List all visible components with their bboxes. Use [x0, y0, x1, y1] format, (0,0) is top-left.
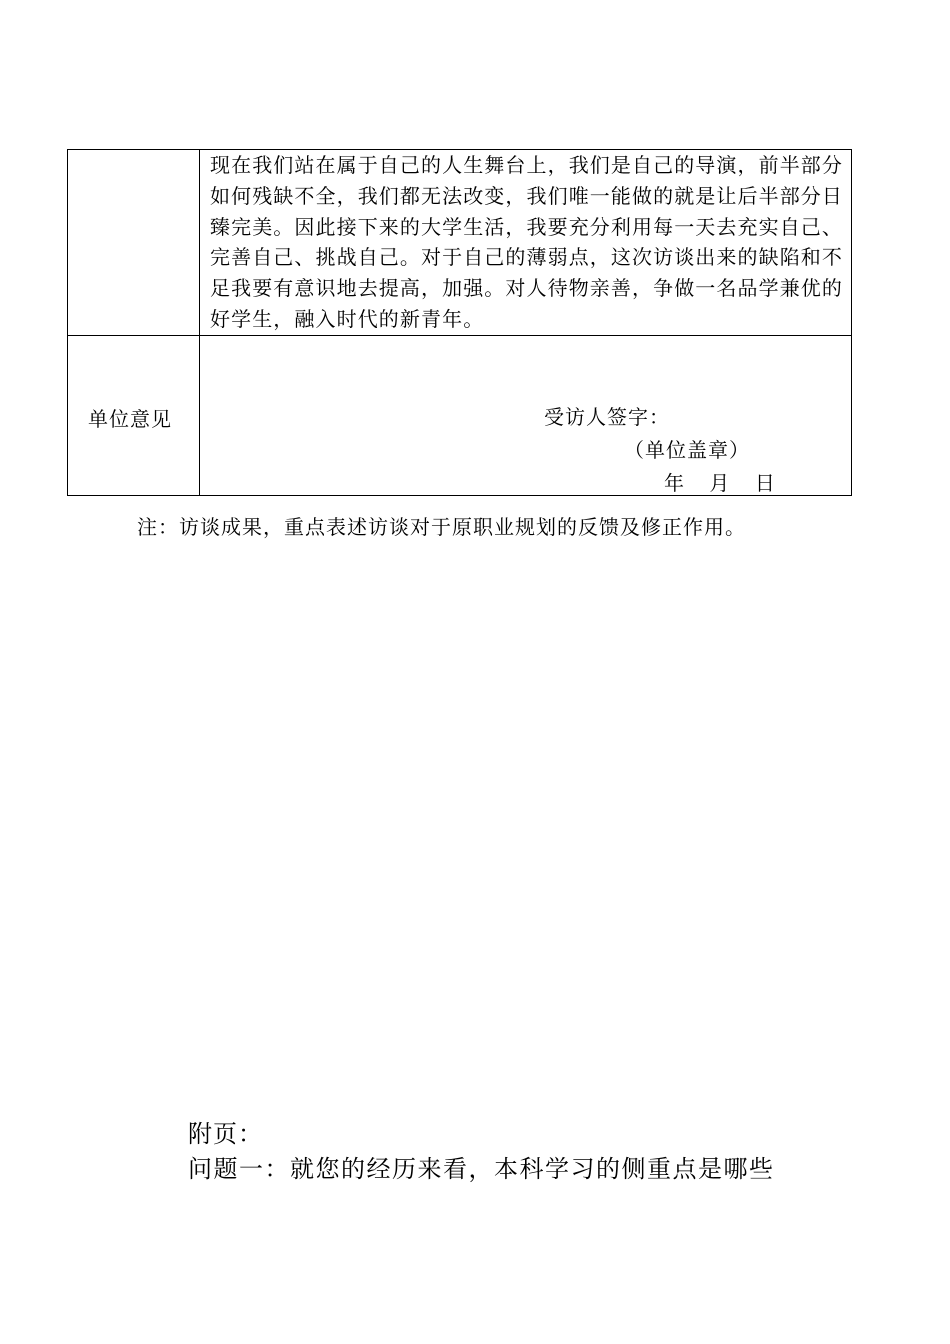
unit-opinion-label-cell — [68, 335, 200, 495]
reflection-content-cell — [200, 150, 852, 336]
interview-form-table — [67, 149, 852, 496]
appendix-title: 附页： — [188, 1120, 263, 1148]
reflection-label-cell — [68, 150, 200, 336]
interviewee-signature-label: 受访人签字： — [544, 404, 670, 429]
reflection-paragraph: 现在我们站在属于自己的人生舞台上，我们是自己的导演，前半部分如何残缺不全，我们都无法改变，我们唯一能做的就是让后半部分日臻完美。因此接下来的大学生活，我要充分利用每一天去充实自己、完善自己、挑战自己。对于自己的薄弱点，这次访谈出来的缺陷和不足我要有意识地去提高，加强。对人待物亲善，争做一名品学兼优的好学生，融入时代的新青年。 — [210, 153, 843, 331]
unit-opinion-content-cell — [200, 335, 852, 495]
reflection-row — [68, 150, 852, 336]
unit-seal-label: （单位盖章） — [624, 437, 750, 462]
appendix-question-1: 问题一：就您的经历来看，本科学习的侧重点是哪些 — [188, 1155, 775, 1183]
footnote: 注：访谈成果，重点表述访谈对于原职业规划的反馈及修正作用。 — [137, 515, 746, 539]
date-label: 年 月 日 — [664, 470, 775, 495]
unit-opinion-label: 单位意见 — [88, 406, 172, 431]
unit-opinion-row — [68, 335, 852, 495]
